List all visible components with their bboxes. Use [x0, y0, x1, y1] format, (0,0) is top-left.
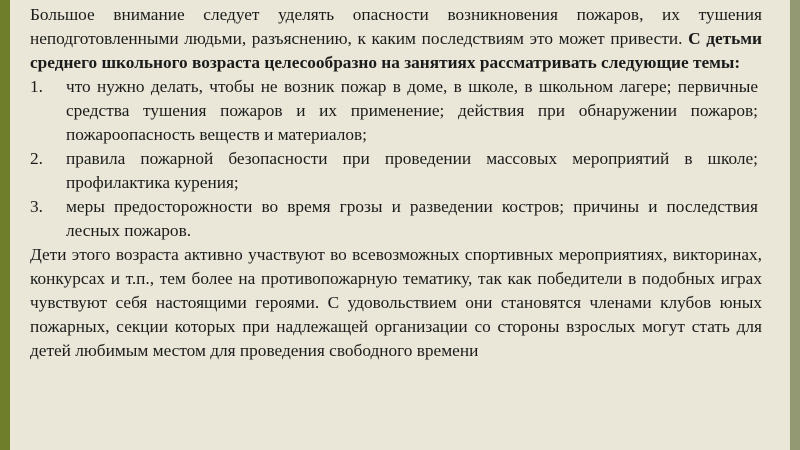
topic-item-1 — [30, 75, 758, 147]
right-accent-band — [790, 0, 800, 450]
slide-content — [30, 3, 762, 363]
topics-list — [30, 75, 762, 243]
intro-text: Большое внимание следует уделять опасности возникновения пожаров, их тушения неподготовленными людьми, разъяснению, к каким последствиям это может привести. — [30, 5, 762, 48]
topic-number: 3. — [30, 197, 43, 216]
topic-number: 2. — [30, 149, 43, 168]
intro-paragraph — [30, 3, 762, 75]
topic-item-2 — [30, 147, 758, 195]
left-accent-band — [0, 0, 10, 450]
intro-bold-text: С детьми среднего школьного возраста целесообразно на занятиях рассматривать следующие темы: — [30, 29, 762, 72]
topic-text: правила пожарной безопасности при проведении массовых мероприятий в школе; профилактика курения; — [66, 149, 758, 192]
topic-number: 1. — [30, 77, 43, 96]
topic-item-3 — [30, 195, 758, 243]
topic-text: что нужно делать, чтобы не возник пожар в доме, в школе, в школьном лагере; первичные средства тушения пожаров и их применение; действия при обнаружении пожаров; пожароопасность веществ и материалов; — [66, 77, 758, 144]
topic-text: меры предосторожности во время грозы и разведении костров; причины и последствия лесных пожаров. — [66, 197, 758, 240]
closing-paragraph: Дети этого возраста активно участвуют во всевозможных спортивных мероприятиях, викторинах, конкурсах и т.п., тем более на противопожарную тематику, так как победители в подобных играх чувствуют себя настоящими героями. С удовольствием они становятся членами клубов юных пожарных, секции которых при надлежащей организации со стороны взрослых могут стать для детей любимым местом для проведения свободного времени — [30, 245, 762, 360]
